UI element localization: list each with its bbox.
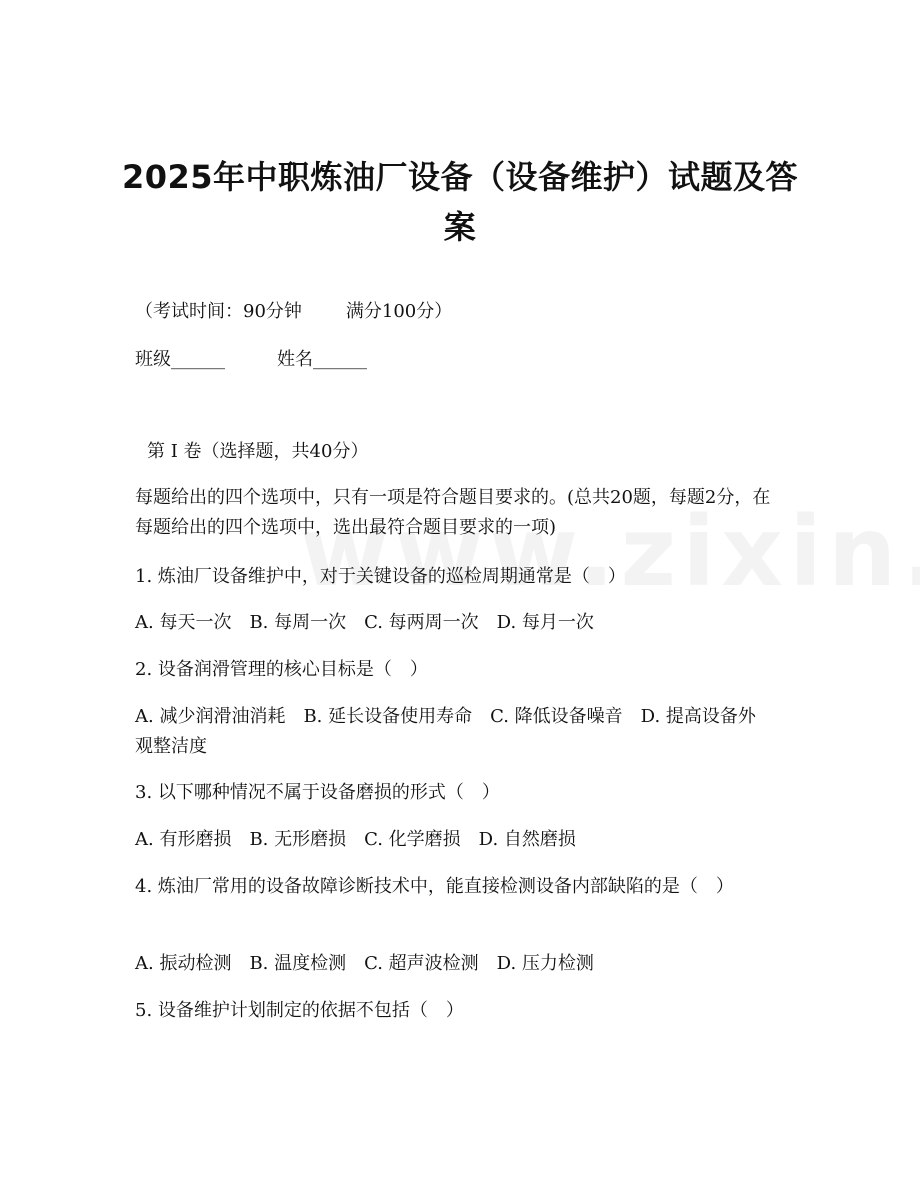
exam-time: （考试时间：90分钟 — [135, 301, 302, 322]
name-field: 姓名______ — [277, 349, 367, 370]
question-1-options: A. 每天一次 B. 每周一次 C. 每两周一次 D. 每月一次 — [135, 612, 594, 633]
document-title: 2025年中职炼油厂设备（设备维护）试题及答案 — [121, 158, 799, 246]
question-3-options: A. 有形磨损 B. 无形磨损 C. 化学磨损 D. 自然磨损 — [135, 829, 576, 850]
question-4-stem: 4. 炼油厂常用的设备故障诊断技术中，能直接检测设备内部缺陷的是（ ） — [135, 876, 734, 897]
question-2-options: A. 减少润滑油消耗 B. 延长设备使用寿命 C. 降低设备噪音 D. 提高设备外观整洁度 — [135, 706, 756, 757]
question-4-options: A. 振动检测 B. 温度检测 C. 超声波检测 D. 压力检测 — [135, 953, 594, 974]
section-title: 第 I 卷（选择题，共40分） — [147, 441, 369, 462]
question-2-stem: 2. 设备润滑管理的核心目标是（ ） — [135, 659, 428, 680]
question-5-stem: 5. 设备维护计划制定的依据不包括（ ） — [135, 1000, 464, 1021]
question-1-stem: 1. 炼油厂设备维护中，对于关键设备的巡检周期通常是（ ） — [135, 566, 626, 587]
instructions: 每题给出的四个选项中，只有一项是符合题目要求的。(总共20题，每题2分，在每题给出的四个选项中，选出最符合题目要求的一项) — [135, 487, 771, 538]
student-info — [135, 345, 795, 375]
exam-score: 满分100分） — [345, 301, 453, 322]
question-3-stem: 3. 以下哪种情况不属于设备磨损的形式（ ） — [135, 782, 500, 803]
class-field: 班级______ — [135, 349, 225, 370]
exam-info — [135, 297, 795, 327]
